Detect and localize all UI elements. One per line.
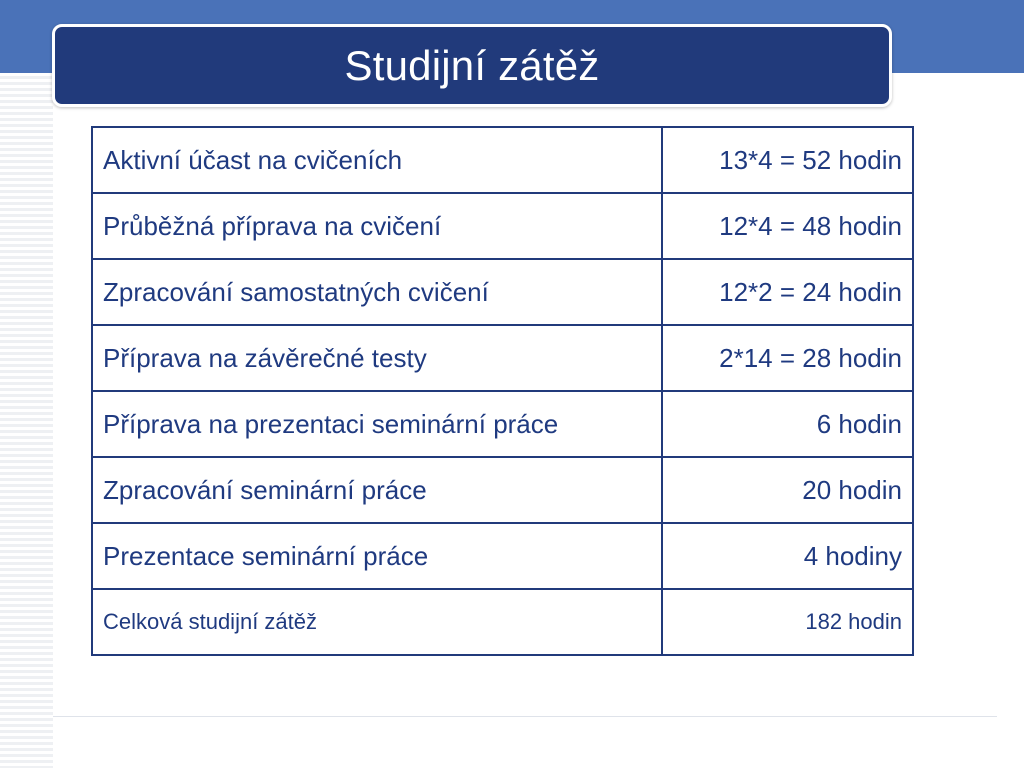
hours-cell: 13*4 = 52 hodin bbox=[662, 127, 913, 193]
activity-cell: Aktivní účast na cvičeních bbox=[92, 127, 662, 193]
activity-cell: Průběžná příprava na cvičení bbox=[92, 193, 662, 259]
table-row bbox=[92, 391, 913, 457]
hours-cell: 20 hodin bbox=[662, 457, 913, 523]
activity-cell: Prezentace seminární práce bbox=[92, 523, 662, 589]
table-row bbox=[92, 325, 913, 391]
table-row bbox=[92, 457, 913, 523]
total-row bbox=[92, 589, 913, 655]
activity-cell: Příprava na prezentaci seminární práce bbox=[92, 391, 662, 457]
total-hours: 182 hodin bbox=[662, 589, 913, 655]
total-label: Celková studijní zátěž bbox=[92, 589, 662, 655]
footer-divider bbox=[53, 716, 997, 717]
hours-cell: 4 hodiny bbox=[662, 523, 913, 589]
table-row bbox=[92, 127, 913, 193]
left-stripe-decoration bbox=[0, 73, 53, 768]
title-bar bbox=[52, 24, 892, 107]
hours-cell: 12*2 = 24 hodin bbox=[662, 259, 913, 325]
activity-cell: Zpracování samostatných cvičení bbox=[92, 259, 662, 325]
hours-cell: 12*4 = 48 hodin bbox=[662, 193, 913, 259]
hours-cell: 2*14 = 28 hodin bbox=[662, 325, 913, 391]
table-row bbox=[92, 523, 913, 589]
activity-cell: Příprava na závěrečné testy bbox=[92, 325, 662, 391]
table-row bbox=[92, 193, 913, 259]
activity-cell: Zpracování seminární práce bbox=[92, 457, 662, 523]
hours-cell: 6 hodin bbox=[662, 391, 913, 457]
workload-table bbox=[91, 126, 914, 656]
slide-title: Studijní zátěž bbox=[344, 41, 600, 89]
table-row bbox=[92, 259, 913, 325]
